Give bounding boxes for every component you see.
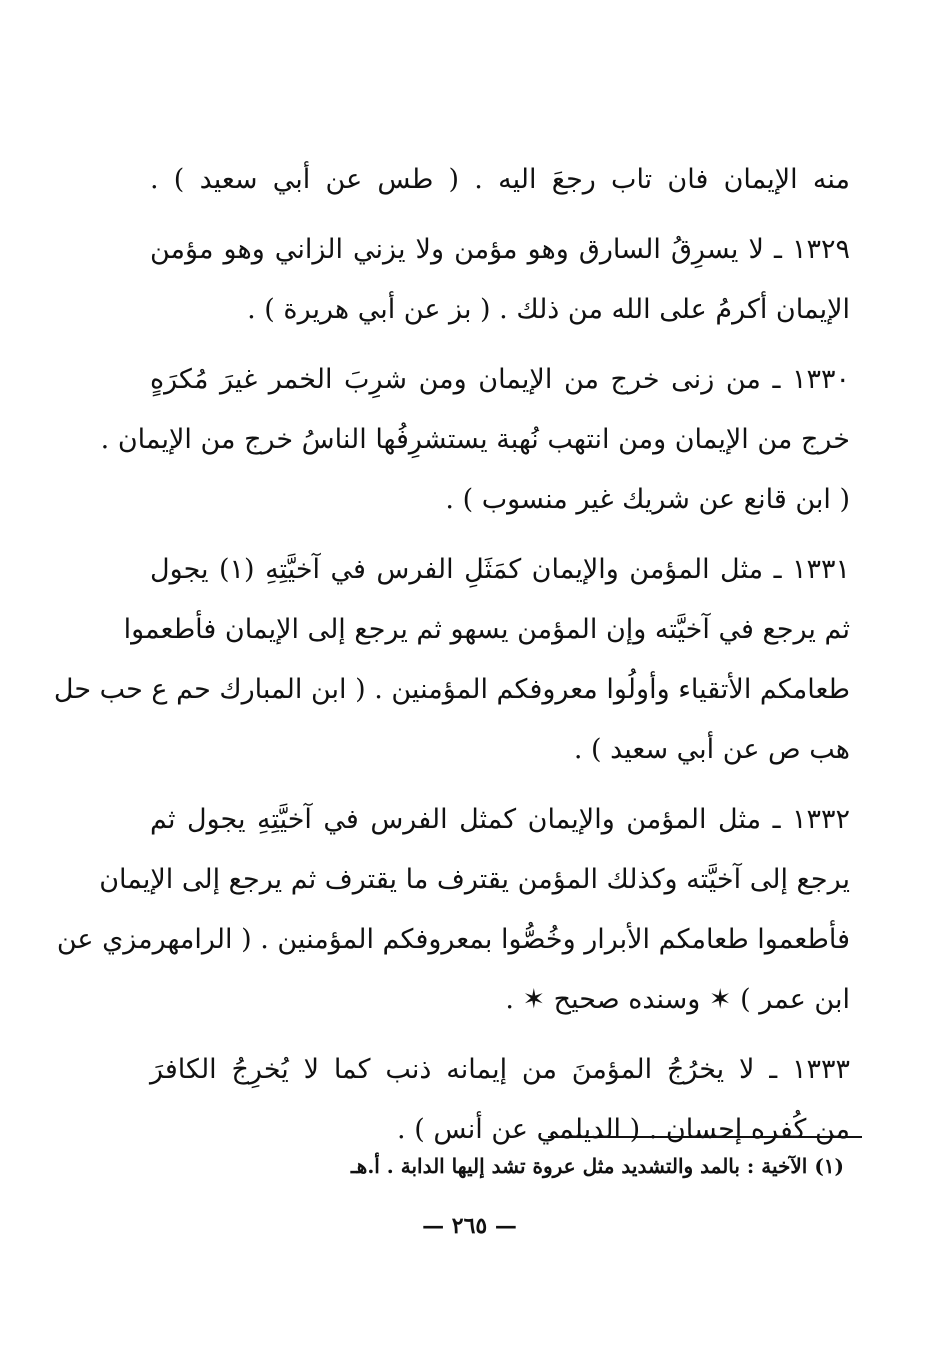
- text-line: ابن عمر ) ✶ وسنده صحيح ✶ .: [505, 984, 850, 1015]
- hadith-1332-line: ١٣٣٢ ـ مثل المؤمن والإيمان كمثل الفرس في آخيَّتِهِ يجول ثم: [150, 804, 850, 835]
- text-line: من كُفره إحسان . ( الديلمي عن أنس ) .: [397, 1114, 850, 1145]
- footnote-divider: [548, 1136, 862, 1138]
- text-line: ( ابن قانع عن شريك غير منسوب ) .: [445, 484, 850, 515]
- entry-gap: [150, 210, 850, 220]
- text-line: فأطعموا طعامكم الأبرار وخُصُّوا بمعروفكم المؤمنين . ( الرامهرمزي عن: [56, 924, 850, 955]
- footnote: (١) الآخية : بالمد والتشديد مثل عروة تشد إليها الدابة . أ.هـ: [350, 1154, 844, 1178]
- entry-gap: [150, 1030, 850, 1040]
- text-line: خرج من الإيمان ومن انتهب نُهبة يستشرِفُها الناسُ خرج من الإيمان .: [100, 424, 850, 455]
- text-line: طعامكم الأتقياء وأولُوا معروفكم المؤمنين . ( ابن المبارك حم ع حب حل: [53, 674, 850, 705]
- hadith-1329-line: ١٣٢٩ ـ لا يسرِقُ السارق وهو مؤمن ولا يزني الزاني وهو مؤمن: [150, 234, 850, 265]
- page-number: — ٢٦٥ —: [422, 1213, 517, 1239]
- hadith-1330-line: ١٣٣٠ ـ من زنى خرج من الإيمان ومن شرِبَ الخمر غيرَ مُكرَهٍ: [150, 364, 850, 395]
- text-line: منه الإيمان فان تاب رجعَ اليه . ( طس عن أبي سعيد ) .: [150, 164, 850, 195]
- text-line: الإيمان أكرمُ على الله من ذلك . ( بز عن أبي هريرة ) .: [247, 294, 850, 325]
- text-line: ثم يرجع في آخيَّته وإن المؤمن يسهو ثم يرجع إلى الإيمان فأطعموا: [123, 614, 850, 645]
- hadith-1331-line: ١٣٣١ ـ مثل المؤمن والإيمان كمَثَلِ الفرس في آخيَّتِهِ (١) يجول: [150, 554, 850, 585]
- main-text: [53, 150, 850, 1160]
- text-line: هب ص عن أبي سعيد ) .: [573, 734, 850, 765]
- hadith-1333-line: ١٣٣٣ ـ لا يخرُجُ المؤمنَ من إيمانه ذنب كما لا يُخرِجُ الكافرَ: [150, 1054, 850, 1085]
- text-line: يرجع إلى آخيَّته وكذلك المؤمن يقترف ما يقترف ثم يرجع إلى الإيمان: [99, 864, 850, 895]
- entry-gap: [150, 530, 850, 540]
- entry-gap: [150, 340, 850, 350]
- entry-gap: [150, 780, 850, 790]
